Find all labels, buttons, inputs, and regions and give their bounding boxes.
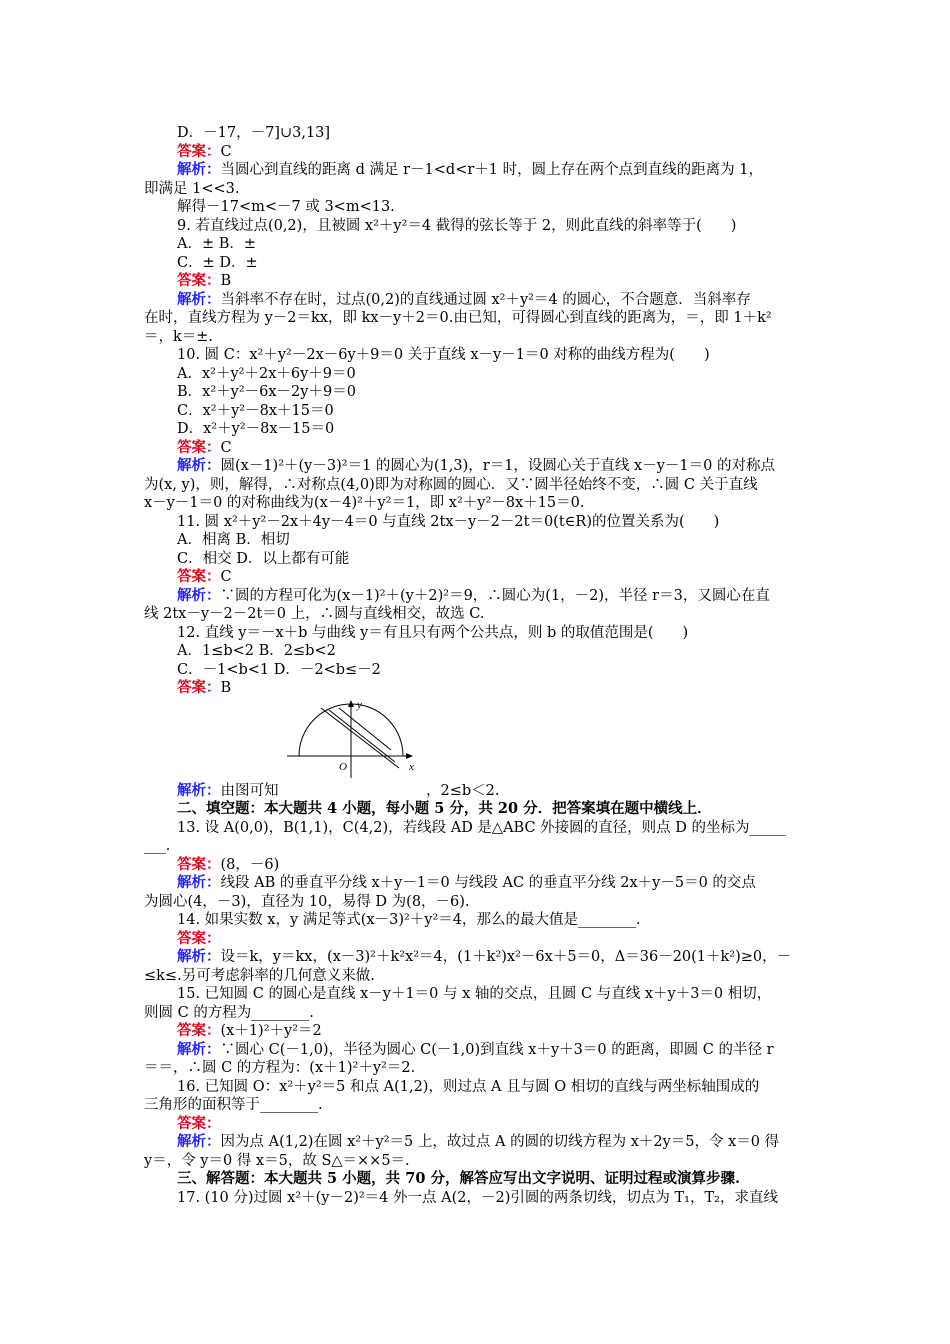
document-page bbox=[144, 124, 810, 1207]
text-line: 解得－17<m<－7 或 3<m<13. bbox=[177, 199, 395, 215]
options-11-cd: C．相交 D．以上都有可能 bbox=[177, 550, 350, 567]
option-a-10: A．x²＋y²＋2x＋6y＋9＝0 bbox=[177, 365, 356, 382]
option-d-10: D．x²＋y²－8x－15＝0 bbox=[177, 421, 335, 437]
option-c-10: C．x²＋y²－8x＋15＝0 bbox=[177, 402, 334, 419]
analysis-13: 解析：线段 AB 的垂直平分线 x＋y－1＝0 与线段 AC 的垂直平分线 2x＋y－5＝0 的交点 bbox=[177, 874, 756, 891]
section-heading-solve: 三、解答题：本大题共 5 小题，共 70 分，解答应写出文字说明、证明过程或演算步骤. bbox=[177, 1170, 741, 1187]
text-line: 在时，直线方程为 y－2＝kx，即 kx－y＋2＝0.由已知，可得圆心到直线的距离为，＝，即 1＋k² bbox=[144, 310, 772, 326]
text-line: y＝，令 y＝0 得 x＝5，故 S△＝××5＝. bbox=[144, 1152, 410, 1169]
analysis-9: 解析：当斜率不存在时，过点(0,2)的直线通过圆 x²＋y²＝4 的圆心，不合题意．当斜率存 bbox=[177, 290, 751, 308]
figure-semicircle bbox=[144, 698, 810, 782]
y-axis-label: y bbox=[357, 698, 362, 711]
analysis-10: 解析：圆(x－1)²＋(y－3)²＝1 的圆心为(1,3)，r＝1，设圆心关于直线 x－y－1＝0 的对称点 bbox=[177, 457, 775, 474]
origin-label: O bbox=[339, 760, 347, 773]
text-line: ≤k≤.另可考虑斜率的几何意义来做. bbox=[144, 967, 375, 984]
option-b-10: B．x²＋y²－6x－2y＋9＝0 bbox=[177, 384, 356, 400]
text-line: 为(x, y)，则，解得，∴对称点(4,0)即为对称圆的圆心．又∵圆半径始终不变，∴圆 C 关于直线 bbox=[144, 476, 758, 493]
question-14: 14. 如果实数 x，y 满足等式(x－3)²＋y²＝4，那么的最大值是________. bbox=[177, 912, 641, 928]
text-line: x－y－1＝0 的对称曲线为(x－4)²＋y²＝1，即 x²＋y²－8x＋15＝0. bbox=[144, 495, 585, 511]
question-17: 17. (10 分)过圆 x²＋(y－2)²＝4 外一点 A(2，－2)引圆的两条切线，切点为 T₁，T₂，求直线 bbox=[177, 1189, 778, 1206]
x-axis-arrow bbox=[406, 753, 413, 759]
analysis-14: 解析：设＝k，y＝kx，(x－3)²＋k²x²＝4，(1＋k²)x²－6x＋5＝0，Δ＝36－20(1＋k²)≥0，－ bbox=[177, 948, 792, 965]
option-d-8: D．－17，－7]∪3,13] bbox=[177, 125, 331, 141]
answer-11: 答案：C bbox=[177, 568, 232, 585]
question-11: 11. 圆 x²＋y²－2x＋4y－4＝0 与直线 2tx－y－2－2t＝0(t∈R)的位置关系为( ) bbox=[177, 513, 720, 530]
analysis-8: 解析：当圆心到直线的距离 d 满足 r－1<d<r＋1 时，圆上存在两个点到直线的距离为 1， bbox=[177, 161, 763, 178]
answer-10: 答案：C bbox=[177, 438, 232, 456]
options-9-cd: C．± D．± bbox=[177, 254, 258, 271]
answer-14: 答案： bbox=[177, 929, 221, 947]
text-line: 为圆心(4，－3)，直径为 10，易得 D 为(8，－6). bbox=[144, 893, 470, 910]
text-line: ___. bbox=[144, 838, 171, 854]
line-3 bbox=[339, 708, 391, 750]
line-2 bbox=[329, 710, 395, 762]
question-9: 9. 若直线过点(0,2)，且被圆 x²＋y²＝4 截得的弦长等于 2，则此直线的斜率等于( ) bbox=[177, 217, 737, 234]
answer-9: 答案：B bbox=[177, 272, 232, 289]
x-axis-label: x bbox=[409, 760, 414, 773]
analysis-15: 解析：∵圆心 C(－1,0)，半径为圆心 C(－1,0)到直线 x＋y＋3＝0 的距离，即圆 C 的半径 r bbox=[177, 1040, 774, 1058]
options-11-ab: A．相离 B．相切 bbox=[177, 532, 290, 548]
options-12-ab: A．1≤b<2 B．2≤b<2 bbox=[177, 643, 336, 659]
analysis-11: 解析：∵圆的方程可化为(x－1)²＋(y＋2)²＝9，∴圆心为(1，－2)，半径 r＝3，又圆心在直 bbox=[177, 586, 770, 604]
answer-16: 答案： bbox=[177, 1114, 221, 1132]
text-line: ＝，k＝±. bbox=[144, 328, 214, 345]
text-line: 线 2tx－y－2－2t＝0 上，∴圆与直线相交，故选 C. bbox=[144, 606, 485, 622]
analysis-16: 解析：因为点 A(1,2)在圆 x²＋y²＝5 上，故过点 A 的圆的切线方程为 x＋2y＝5，令 x＝0 得 bbox=[177, 1133, 780, 1150]
question-13: 13. 设 A(0,0)，B(1,1)，C(4,2)，若线段 AD 是△ABC 外接圆的直径，则点 D 的坐标为_____ bbox=[177, 819, 786, 836]
question-15: 15. 已知圆 C 的圆心是直线 x－y＋1＝0 与 x 轴的交点，且圆 C 与直线 x＋y＋3＝0 相切， bbox=[177, 986, 772, 1002]
answer-12: 答案：B bbox=[177, 679, 232, 696]
answer-15: 答案：(x＋1)²＋y²＝2 bbox=[177, 1022, 322, 1039]
analysis-12: 解析：由图可知 ，2≤b＜2. bbox=[177, 781, 500, 799]
question-16: 16. 已知圆 O：x²＋y²＝5 和点 A(1,2)，则过点 A 且与圆 O 相切的直线与两坐标轴围成的 bbox=[177, 1078, 760, 1095]
options-9-ab: A．± B．± bbox=[177, 236, 257, 252]
question-10: 10. 圆 C：x²＋y²－2x－6y＋9＝0 关于直线 x－y－1＝0 对称的曲线方程为( ) bbox=[177, 347, 710, 363]
text-line: 则圆 C 的方程为________. bbox=[144, 1004, 314, 1021]
text-line: ＝＝，∴圆 C 的方程为：(x＋1)²＋y²＝2. bbox=[144, 1060, 416, 1076]
graph-figure bbox=[281, 698, 421, 782]
text-line: 三角形的面积等于________. bbox=[144, 1097, 323, 1113]
question-12: 12. 直线 y＝－x＋b 与曲线 y＝有且只有两个公共点，则 b 的取值范围是( ) bbox=[177, 624, 689, 641]
answer-13: 答案：(8，－6) bbox=[177, 855, 280, 873]
options-12-cd: C．－1<b<1 D．－2<b≤－2 bbox=[177, 661, 381, 678]
text-line: 即满足 1<<3. bbox=[144, 180, 240, 197]
section-heading-fill: 二、填空题：本大题共 4 小题，每小题 5 分，共 20 分．把答案填在题中横线上． bbox=[177, 800, 712, 817]
line-1 bbox=[321, 708, 399, 768]
answer-8: 答案：C bbox=[177, 142, 232, 160]
